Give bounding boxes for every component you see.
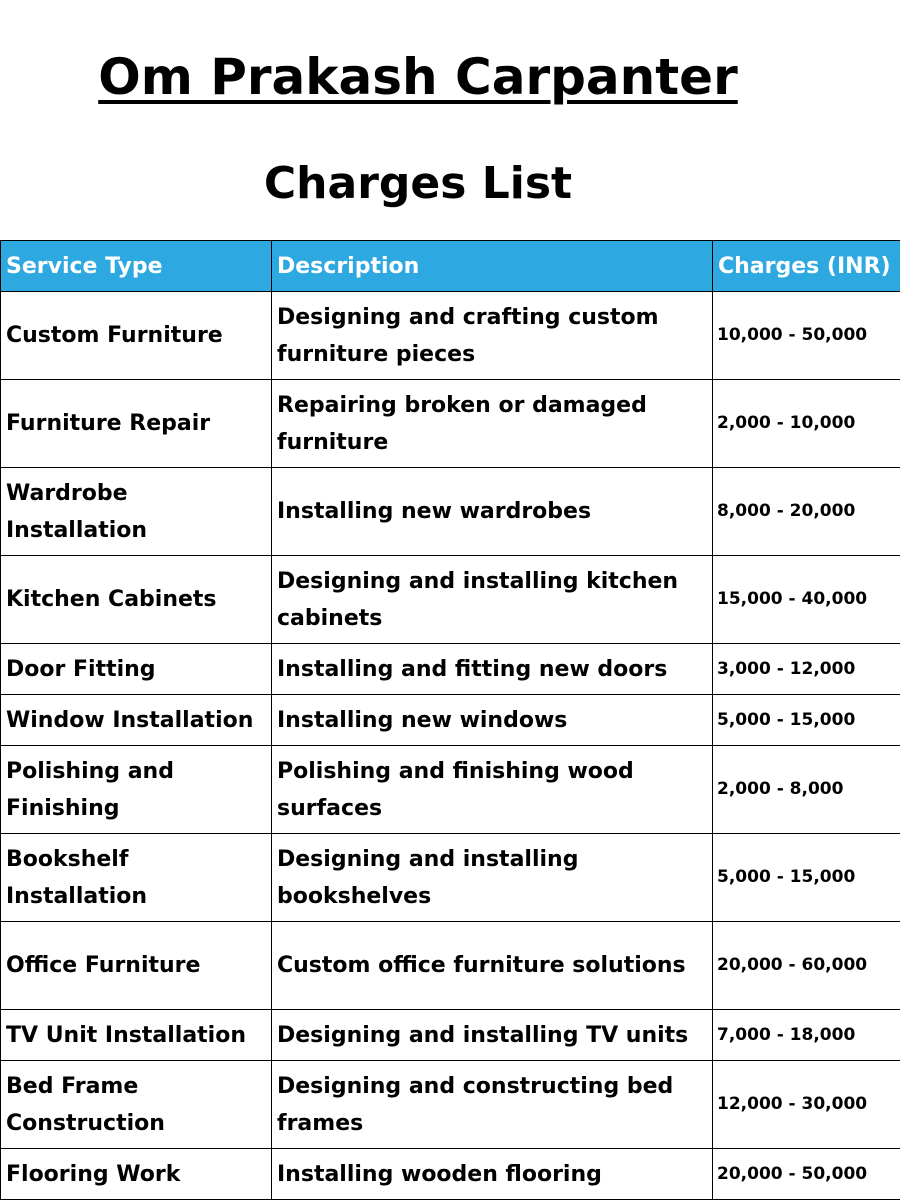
service-cell: Kitchen Cabinets: [1, 556, 272, 644]
column-header-charges: Charges (INR): [713, 241, 900, 292]
charges-cell: 3,000 - 12,000: [713, 644, 900, 695]
description-cell: Designing and crafting custom furniture pieces: [272, 292, 713, 380]
description-cell: Installing wooden flooring: [272, 1149, 713, 1200]
service-cell: TV Unit Installation: [1, 1010, 272, 1061]
description-cell: Installing new windows: [272, 695, 713, 746]
service-cell: Custom Furniture: [1, 292, 272, 380]
table-row: [1, 834, 900, 922]
service-cell: Bed Frame Construction: [1, 1061, 272, 1149]
description-cell: Installing new wardrobes: [272, 468, 713, 556]
table-row: [1, 468, 900, 556]
table-row: [1, 922, 900, 1010]
table-row: [1, 1149, 900, 1200]
service-cell: Polishing and Finishing: [1, 746, 272, 834]
table-row: [1, 292, 900, 380]
description-cell: Designing and constructing bed frames: [272, 1061, 713, 1149]
charges-cell: 5,000 - 15,000: [713, 695, 900, 746]
charges-cell: 15,000 - 40,000: [713, 556, 900, 644]
table-row: [1, 746, 900, 834]
charges-cell: 12,000 - 30,000: [713, 1061, 900, 1149]
service-cell: Bookshelf Installation: [1, 834, 272, 922]
charges-cell: 5,000 - 15,000: [713, 834, 900, 922]
service-cell: Office Furniture: [1, 922, 272, 1010]
description-cell: Designing and installing TV units: [272, 1010, 713, 1061]
charges-cell: 7,000 - 18,000: [713, 1010, 900, 1061]
description-cell: Custom office furniture solutions: [272, 922, 713, 1010]
service-cell: Window Installation: [1, 695, 272, 746]
description-cell: Repairing broken or damaged furniture: [272, 380, 713, 468]
charges-table: [0, 240, 900, 1200]
service-cell: Flooring Work: [1, 1149, 272, 1200]
page-subtitle: Charges List: [263, 158, 573, 209]
service-cell: Door Fitting: [1, 644, 272, 695]
table-header-row: [1, 241, 900, 292]
charges-cell: 2,000 - 8,000: [713, 746, 900, 834]
column-header-service-type: Service Type: [1, 241, 272, 292]
table-row: [1, 1061, 900, 1149]
column-header-description: Description: [272, 241, 713, 292]
charges-cell: 8,000 - 20,000: [713, 468, 900, 556]
description-cell: Designing and installing kitchen cabinets: [272, 556, 713, 644]
service-cell: Furniture Repair: [1, 380, 272, 468]
page-title: Om Prakash Carpanter: [98, 48, 738, 106]
charges-cell: 10,000 - 50,000: [713, 292, 900, 380]
table-row: [1, 556, 900, 644]
description-cell: Designing and installing bookshelves: [272, 834, 713, 922]
description-cell: Polishing and finishing wood surfaces: [272, 746, 713, 834]
service-cell: Wardrobe Installation: [1, 468, 272, 556]
table-row: [1, 1010, 900, 1061]
table-row: [1, 380, 900, 468]
table-row: [1, 644, 900, 695]
charges-cell: 20,000 - 60,000: [713, 922, 900, 1010]
description-cell: Installing and fitting new doors: [272, 644, 713, 695]
charges-cell: 2,000 - 10,000: [713, 380, 900, 468]
table-row: [1, 695, 900, 746]
charges-cell: 20,000 - 50,000: [713, 1149, 900, 1200]
